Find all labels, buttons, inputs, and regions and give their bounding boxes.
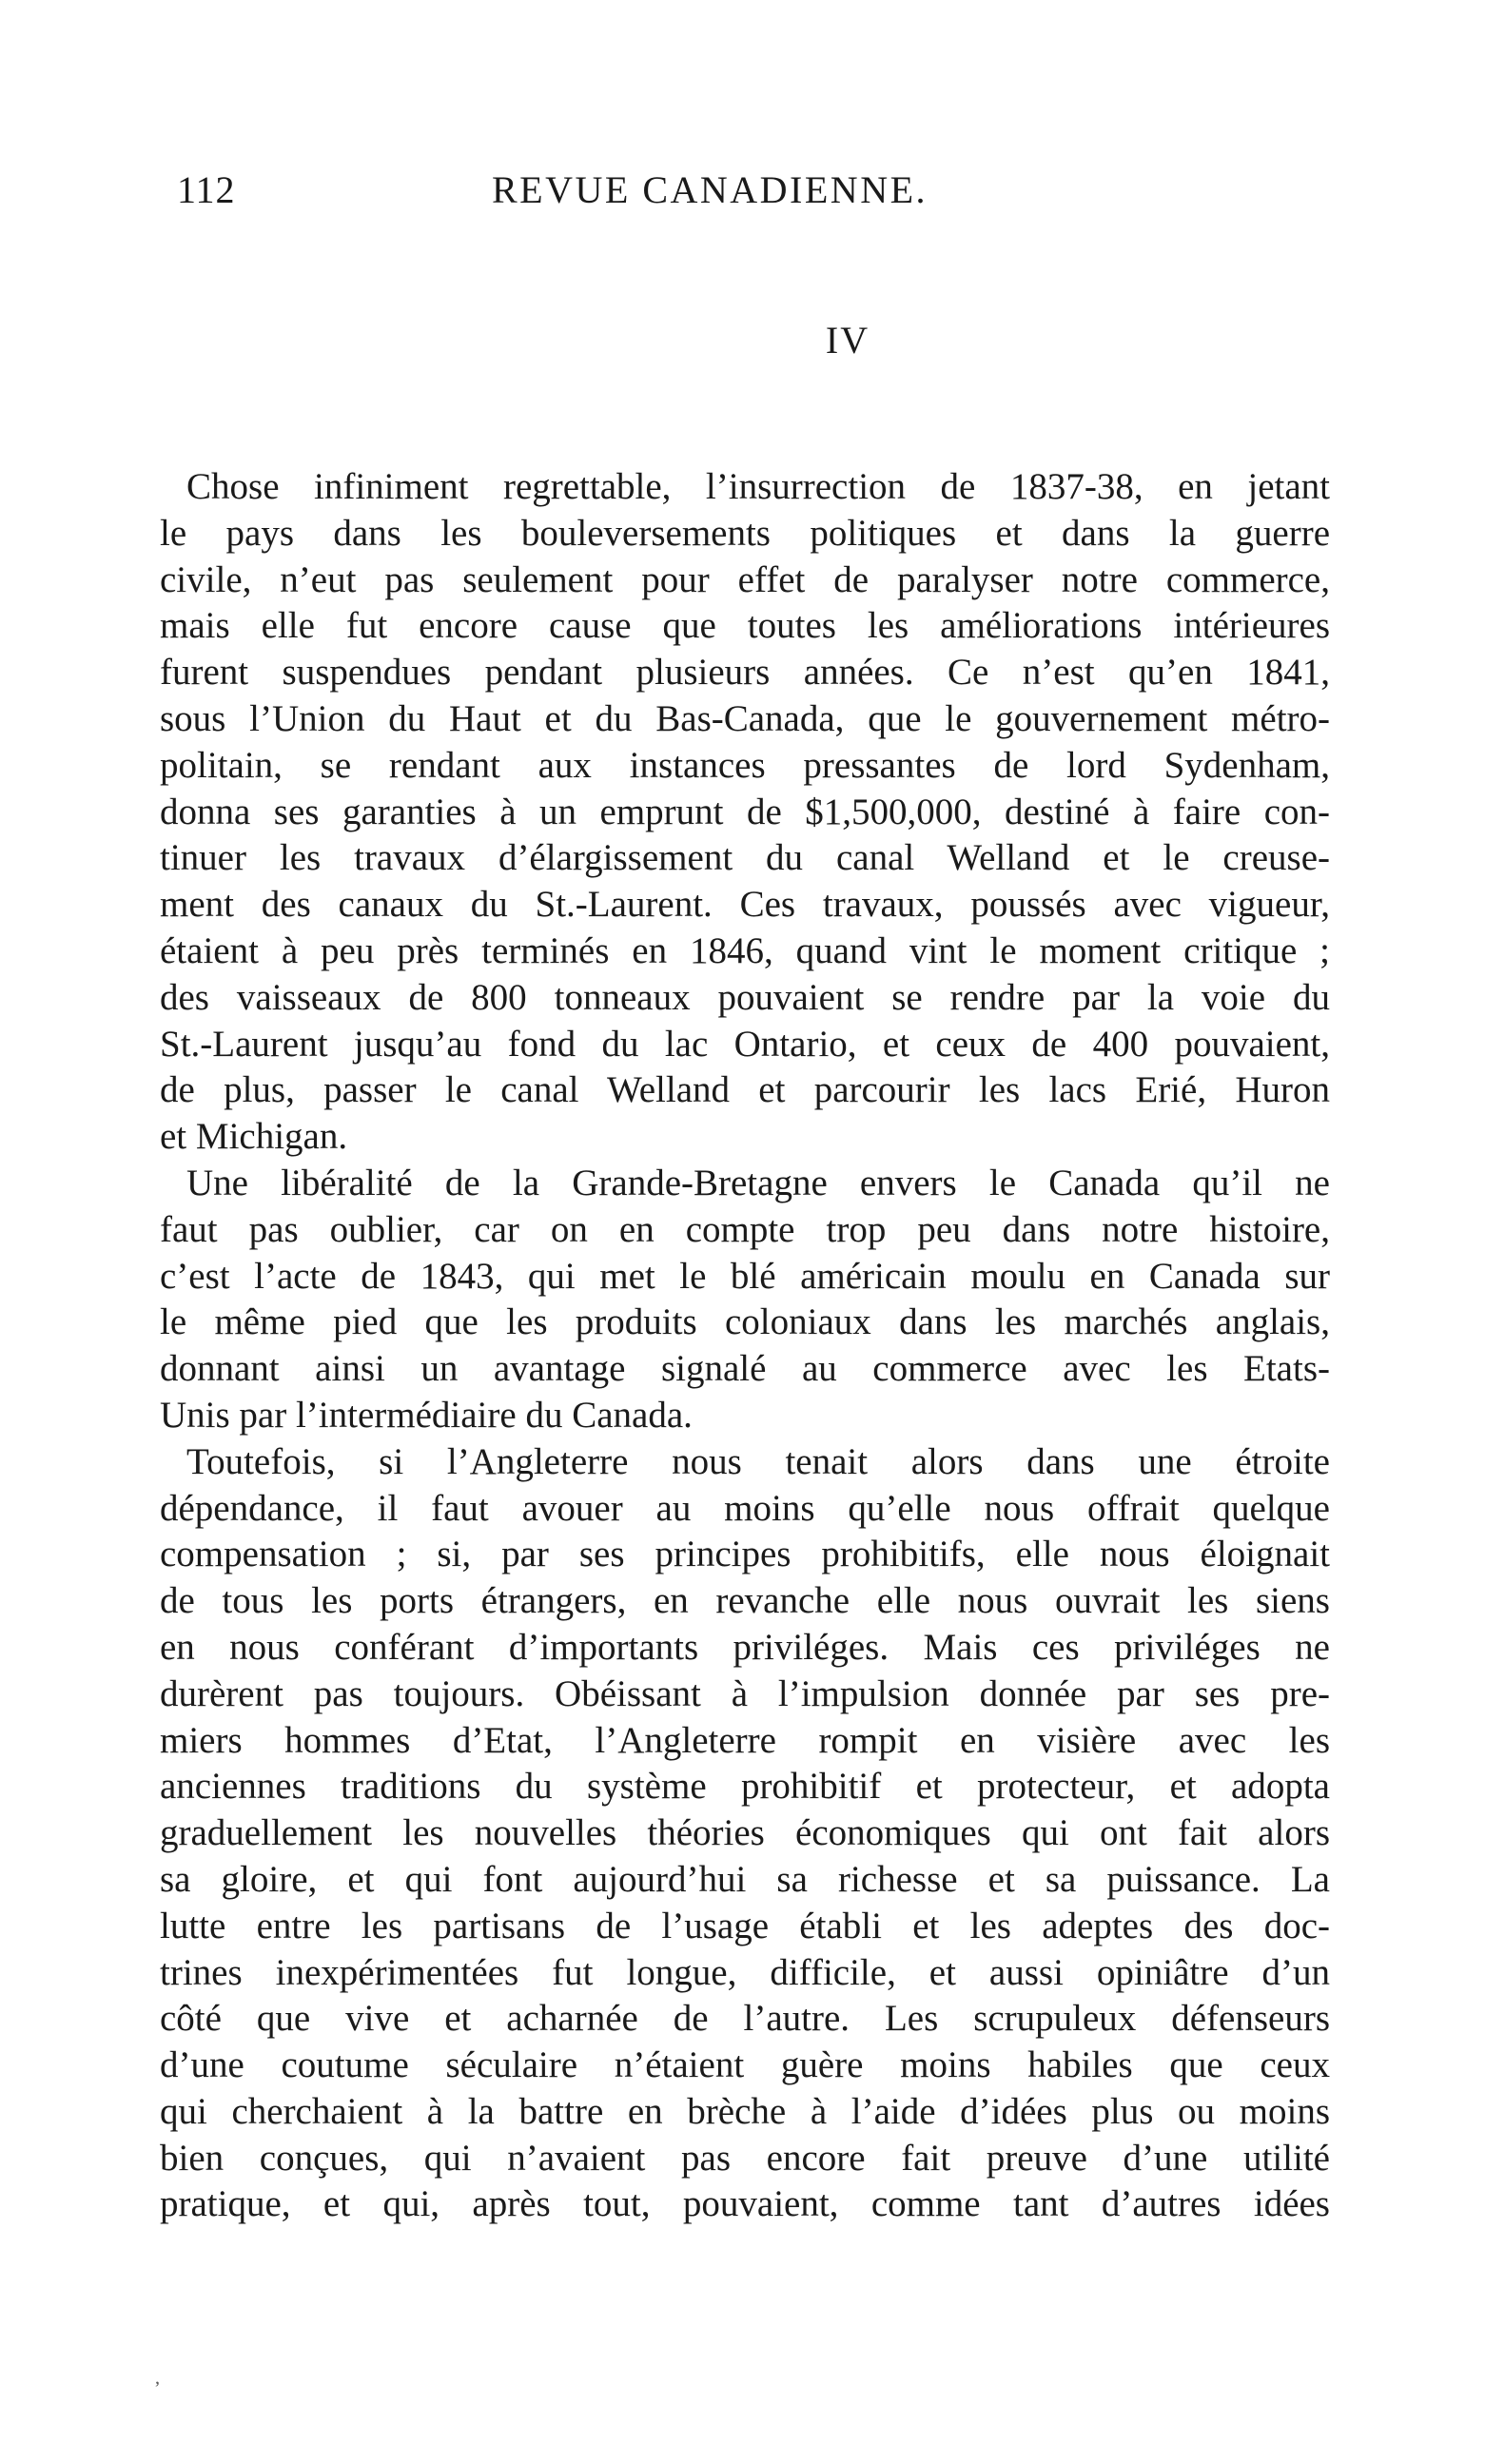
text-line: le même pied que les produits coloniaux dans les marchés anglais,	[160, 1301, 1330, 1343]
page-number: 112	[177, 168, 236, 211]
text-line: côté que vive et acharnée de l’autre. Les scrupuleux défenseurs	[160, 1998, 1330, 2040]
text-line: sous l’Union du Haut et du Bas-Canada, que le gouvernement métro-	[160, 697, 1330, 739]
text-line: de tous les ports étrangers, en revanche elle nous ouvrait les siens	[160, 1580, 1330, 1622]
text-line: lutte entre les partisans de l’usage établi et les adeptes des doc-	[160, 1905, 1330, 1946]
text-line: dépendance, il faut avouer au moins qu’elle nous offrait quelque	[160, 1487, 1330, 1529]
text-line: graduellement les nouvelles théories économiques qui ont fait alors	[160, 1812, 1330, 1854]
text-line: trines inexpérimentées fut longue, difficile, et aussi opiniâtre d’un	[160, 1951, 1330, 1993]
running-title: REVUE CANADIENNE.	[492, 168, 928, 211]
text-line: Unis par l’intermédiaire du Canada.	[160, 1394, 693, 1436]
text-line: donnant ainsi un avantage signalé au commerce avec les Etats-	[160, 1348, 1330, 1390]
text-line: St.-Laurent jusqu’au fond du lac Ontario, et ceux de 400 pouvaient,	[160, 1023, 1330, 1065]
text-line: durèrent pas toujours. Obéissant à l’impulsion donnée par ses pre-	[160, 1672, 1330, 1714]
text-line: de plus, passer le canal Welland et parcourir les lacs Erié, Huron	[160, 1069, 1330, 1111]
footer-speck: ʼ	[154, 2378, 161, 2399]
text-line: sa gloire, et qui font aujourd’hui sa richesse et sa puissance. La	[160, 1858, 1330, 1900]
text-line: le pays dans les bouleversements politiques et dans la guerre	[160, 512, 1330, 554]
text-line: mais elle fut encore cause que toutes les améliorations intérieures	[160, 605, 1330, 647]
paragraph	[160, 1161, 1330, 1439]
text-line: pratique, et qui, après tout, pouvaient, comme tant d’autres idées	[160, 2183, 1330, 2225]
text-line: qui cherchaient à la battre en brèche à l’aide d’idées plus ou moins	[160, 2090, 1330, 2132]
paragraph	[160, 464, 1330, 1161]
text-line: Une libéralité de la Grande-Bretagne envers le Canada qu’il ne	[186, 1162, 1330, 1203]
text-line: bien conçues, qui n’avaient pas encore fait preuve d’une utilité	[160, 2137, 1330, 2179]
text-line: en nous conférant d’importants priviléges. Mais ces priviléges ne	[160, 1626, 1330, 1668]
text-line: ment des canaux du St.-Laurent. Ces travaux, poussés avec vigueur,	[160, 884, 1330, 926]
text-line: donna ses garanties à un emprunt de $1,500,000, destiné à faire con-	[160, 791, 1330, 832]
text-line: étaient à peu près terminés en 1846, quand vint le moment critique ;	[160, 929, 1330, 971]
text-line: furent suspendues pendant plusieurs années. Ce n’est qu’en 1841,	[160, 652, 1330, 694]
text-line: et Michigan.	[160, 1116, 348, 1158]
text-line: Toutefois, si l’Angleterre nous tenait alors dans une étroite	[186, 1440, 1330, 1482]
text-line: anciennes traditions du système prohibitif et protecteur, et adopta	[160, 1766, 1330, 1808]
text-line: d’une coutume séculaire n’étaient guère moins habiles que ceux	[160, 2044, 1330, 2086]
text-line: civile, n’eut pas seulement pour effet de paralyser notre commerce,	[160, 558, 1330, 600]
page-header	[164, 164, 1336, 217]
text-line: des vaisseaux de 800 tonneaux pouvaient se rendre par la voie du	[160, 976, 1330, 1018]
text-line: faut pas oublier, car on en compte trop peu dans notre histoire,	[160, 1208, 1330, 1250]
text-line: Chose infiniment regrettable, l’insurrection de 1837-38, en jetant	[186, 466, 1330, 507]
paragraph	[160, 1439, 1330, 2229]
text-line: miers hommes d’Etat, l’Angleterre rompit en visière avec les	[160, 1719, 1330, 1761]
text-line: c’est l’acte de 1843, qui met le blé américain moulu en Canada sur	[160, 1255, 1330, 1297]
section-heading: IV	[825, 319, 870, 362]
text-line: compensation ; si, par ses principes prohibitifs, elle nous éloignait	[160, 1534, 1330, 1575]
text-line: politain, se rendant aux instances pressantes de lord Sydenham,	[160, 744, 1330, 786]
text-line: tinuer les travaux d’élargissement du canal Welland et le creuse-	[160, 837, 1330, 879]
body-text	[160, 464, 1330, 2228]
